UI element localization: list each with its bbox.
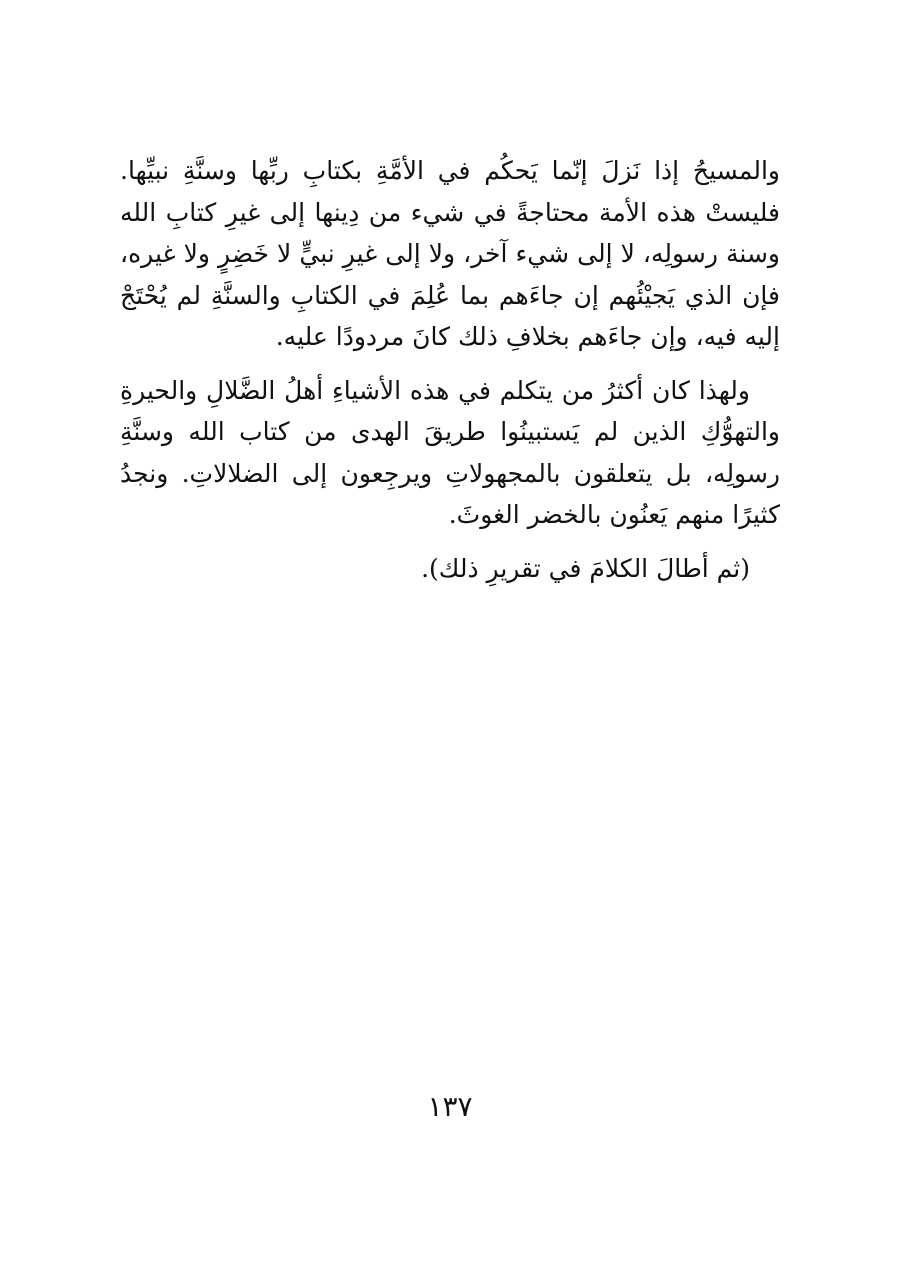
page-number: ١٣٧ [427,1090,473,1123]
page-body [120,150,780,589]
paragraph-2: ولهذا كان أكثرُ من يتكلم في هذه الأشياءِ أهلُ الضَّلالِ والحيرةِ والتهوُّكِ الذين لم يَستبينُوا طريقَ الهدى من كتاب الله وسنَّةِ رسولِه، بل يتعلقون بالمجهولاتِ ويرجِعون إلى الضلالاتِ. ونجدُ كثيرًا منهم يَعنُون بالخضر الغوثَ. [120,375,780,529]
paragraph-1: والمسيحُ إذا نَزلَ إنّما يَحكُم في الأمَّةِ بكتابِ ربِّها وسنَّةِ نبيِّها. فليستْ هذه الأمة محتاجةً في شيء من دِينها إلى غيرِ كتابِ الله وسنة رسولِه، لا إلى شيء آخر، ولا إلى غيرِ نبيٍّ لا خَضِرٍ ولا غيره، فإن الذي يَجيْئُهم إن جاءَهم بما عُلِمَ في الكتابِ والسنَّةِ لم يُحْتَجْ إليه فيه، وإن جاءَهم بخلافِ ذلك كانَ مردودًا عليه. [120,156,780,351]
paragraph-3: (ثم أطالَ الكلامَ في تقريرِ ذلك). [421,553,750,583]
